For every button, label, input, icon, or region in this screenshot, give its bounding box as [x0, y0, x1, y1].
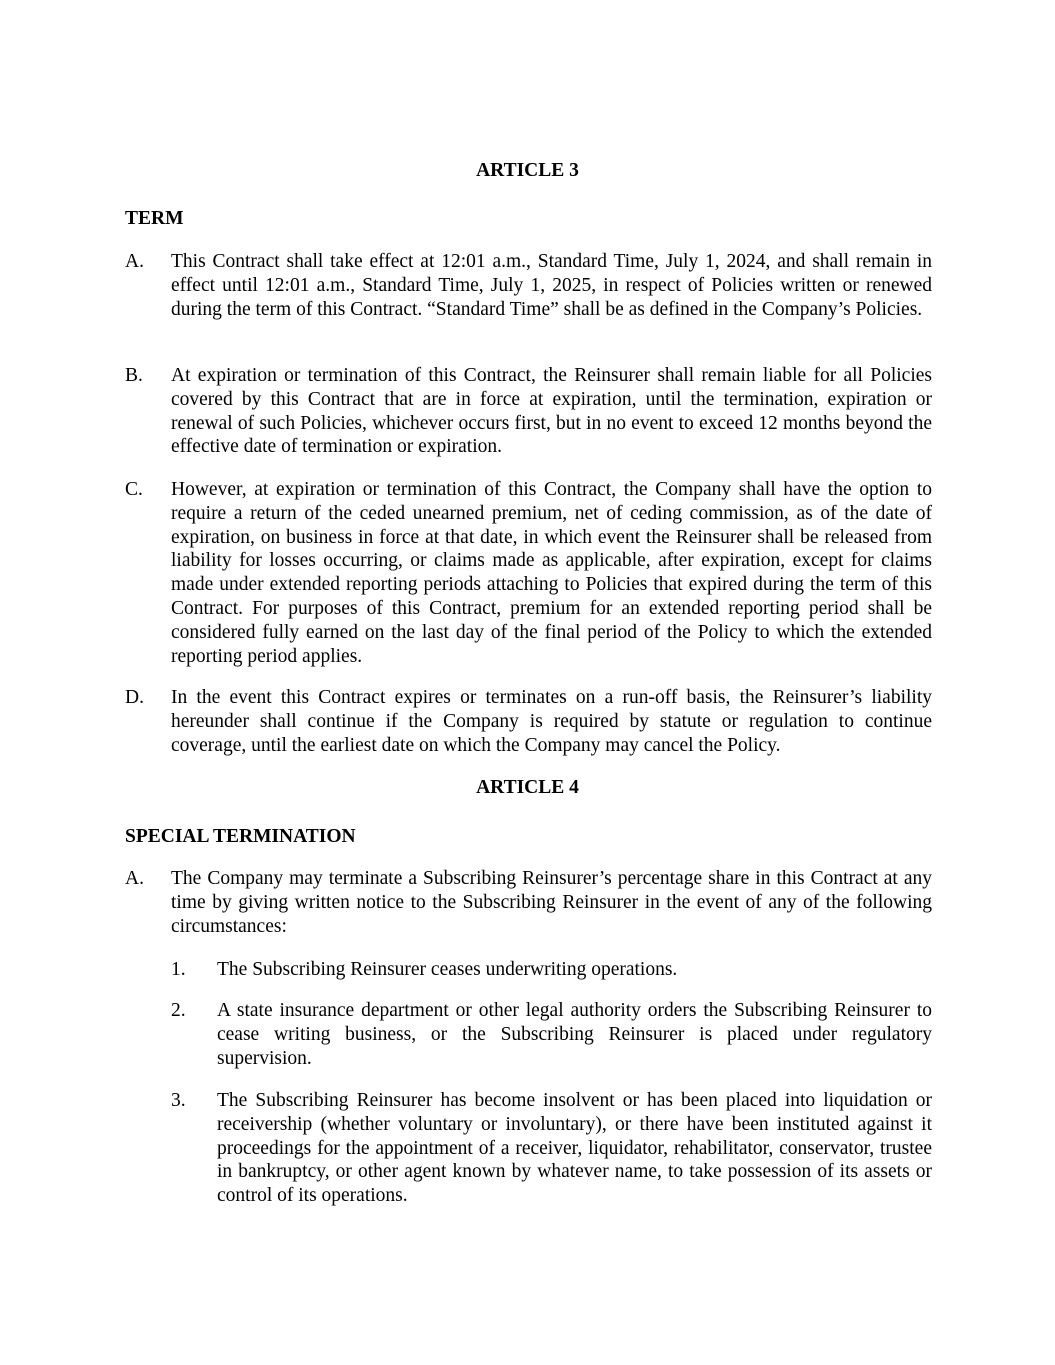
clause-letter: B. — [125, 365, 143, 386]
clause-text: In the event this Contract expires or terminates on a run-off basis, the Reinsurer’s liability hereunder shall continue if the Company is required by statute or regulation to continue coverage, until the earliest date on which the Company may cancel the Policy. — [171, 687, 932, 756]
item-number: 1. — [171, 959, 186, 980]
special-termination-section-title: SPECIAL TERMINATION — [125, 826, 356, 847]
item-text: The Subscribing Reinsurer ceases underwriting operations. — [217, 959, 678, 980]
item-number: 2. — [171, 1000, 186, 1021]
item-text: A state insurance department or other legal authority orders the Subscribing Reinsurer to cease writing business, or the Subscribing Reinsurer is placed under regulatory supervision. — [217, 1000, 932, 1069]
clause-text: However, at expiration or termination of this Contract, the Company shall have the option to require a return of the ceded unearned premium, net of ceding commission, as of the date of expiration, on business in force at that date, in which event the Reinsurer shall be released from liability for losses occurring, or claims made as applicable, after expiration, except for claims made under extended reporting periods attaching to Policies that expired during the term of this Contract. For purposes of this Contract, premium for an extended reporting period shall be considered fully earned on the last day of the final period of the Policy to which the extended reporting period applies. — [171, 479, 932, 667]
clause-text: The Company may terminate a Subscribing Reinsurer’s percentage share in this Contract at any time by giving written notice to the Subscribing Reinsurer in the event of any of the following circumstances: — [171, 868, 932, 937]
term-clause-a — [125, 250, 932, 321]
term-clause-b — [125, 364, 932, 459]
term-clause-d — [125, 686, 932, 757]
clause-text: At expiration or termination of this Contract, the Reinsurer shall remain liable for all Policies covered by this Contract that are in force at expiration, until the termination, expiration or renewal of such Policies, whichever occurs first, but in no event to exceed 12 months beyond the effective date of termination or expiration. — [171, 365, 932, 458]
article-4-heading: ARTICLE 4 — [476, 777, 579, 798]
item-number: 3. — [171, 1090, 186, 1111]
term-section-title: TERM — [125, 208, 184, 229]
special-termination-clause-a — [125, 867, 932, 938]
clause-text: This Contract shall take effect at 12:01 a.m., Standard Time, July 1, 2024, and shall remain in effect until 12:01 a.m., Standard Time, July 1, 2025, in respect of Policies written or renewed during the term of this Contract. “Standard Time” shall be as defined in the Company’s Policies. — [171, 251, 932, 320]
clause-letter: A. — [125, 251, 144, 272]
clause-letter: A. — [125, 868, 144, 889]
term-clause-c — [125, 478, 932, 668]
clause-letter: D. — [125, 687, 144, 708]
item-text: The Subscribing Reinsurer has become insolvent or has been placed into liquidation or receivership (whether voluntary or involuntary), or there have been instituted against it proceedings for the appointment of a receiver, liquidator, rehabilitator, conservator, trustee in bankruptcy, or other agent known by whatever name, to take possession of its assets or control of its operations. — [217, 1090, 932, 1207]
article-3-heading: ARTICLE 3 — [476, 160, 579, 181]
clause-letter: C. — [125, 479, 143, 500]
circumstance-item-1 — [171, 958, 932, 982]
circumstance-item-3 — [171, 1089, 932, 1208]
circumstance-item-2 — [171, 999, 932, 1070]
